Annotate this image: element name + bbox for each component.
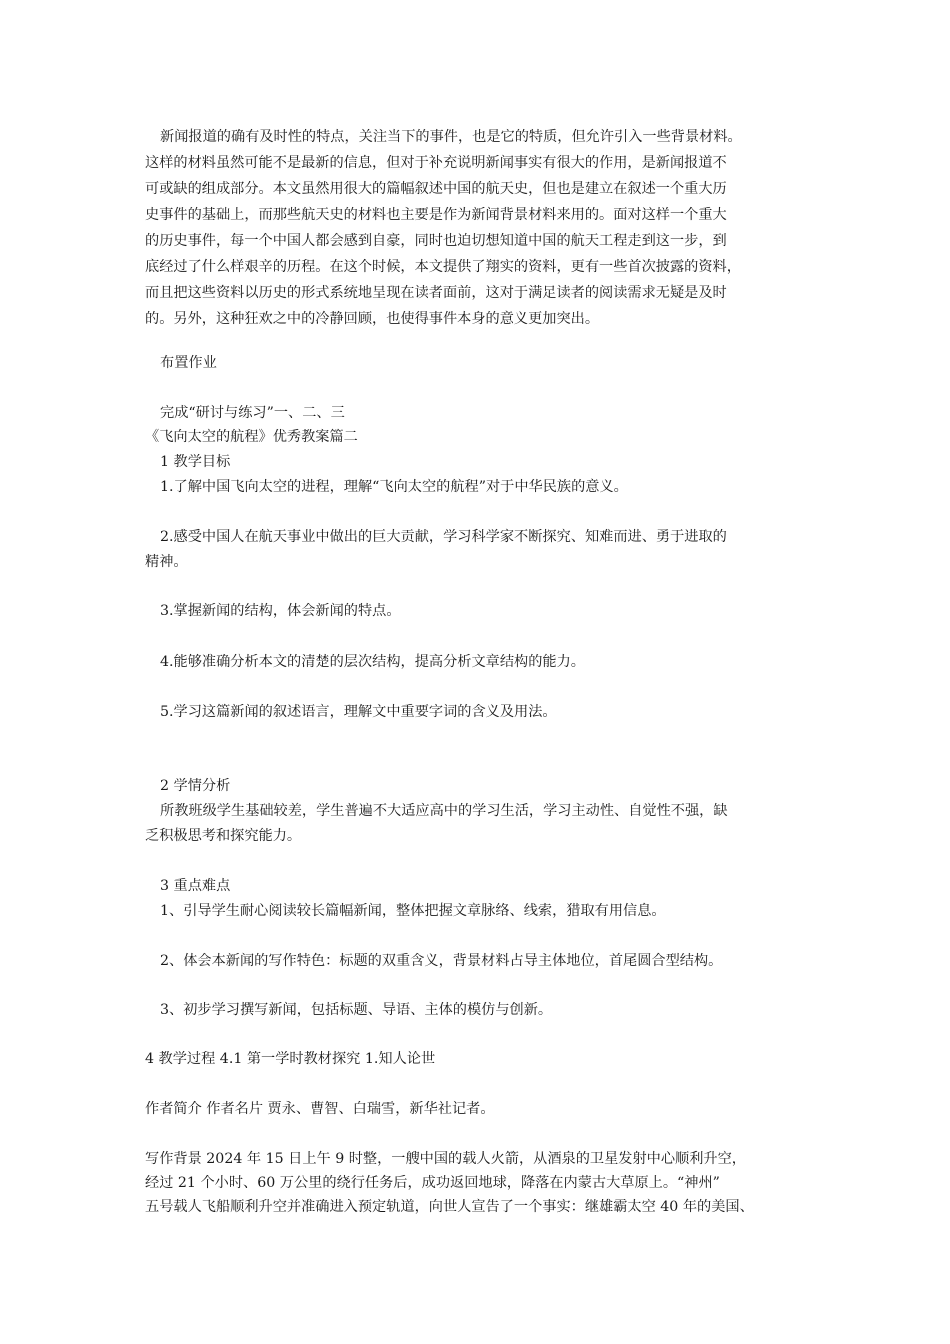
- keypoint-item: 1、引导学生耐心阅读较长篇幅新闻，整体把握文章脉络、线索，猎取有用信息。: [160, 903, 666, 919]
- keypoint-item: 3、初步学习撰写新闻，包括标题、导语、主体的模仿与创新。: [160, 1002, 553, 1018]
- paragraph-line: 这样的材料虽然可能不是最新的信息，但对于补充说明新闻事实有很大的作用，是新闻报道不: [145, 155, 727, 171]
- background-line: 经过 21 个小时、60 万公里的绕行任务后，成功返回地球，降落在内蒙古大草原上。“神州”: [145, 1175, 720, 1191]
- goal-item: 1.了解中国飞向太空的进程，理解“飞向太空的航程”对于中华民族的意义。: [160, 479, 628, 495]
- background-line: 写作背景 2024 年 15 日上午 9 时整，一艘中国的载人火箭，从酒泉的卫星发射中心顺利升空，: [145, 1151, 746, 1167]
- goal-item: 4.能够准确分析本文的清楚的层次结构，提高分析文章结构的能力。: [160, 654, 585, 670]
- paragraph-line: 的。另外，这种狂欢之中的冷静回顾，也使得事件本身的意义更加突出。: [145, 311, 600, 327]
- goals-heading: 1 教学目标: [160, 454, 231, 470]
- paragraph-line: 新闻报道的确有及时性的特点，关注当下的事件，也是它的特质，但允许引入一些背景材料。: [160, 129, 742, 145]
- process-line: 4 教学过程 4.1 第一学时教材探究 1.知人论世: [145, 1051, 436, 1067]
- homework-text: 完成“研讨与练习”一、二、三: [160, 405, 345, 421]
- goal-item: 5.学习这篇新闻的叙述语言，理解文中重要字词的含义及用法。: [160, 704, 557, 720]
- paragraph-line: 史事件的基础上，而那些航天史的材料也主要是作为新闻背景材料来用的。面对这样一个重大: [145, 207, 727, 223]
- author-line: 作者简介 作者名片 贾永、曹智、白瑞雪，新华社记者。: [145, 1101, 495, 1117]
- paragraph-line: 的历史事件，每一个中国人都会感到自豪，同时也迫切想知道中国的航天工程走到这一步，到: [145, 233, 727, 249]
- keypoints-heading: 3 重点难点: [160, 878, 231, 894]
- goal-item-continued: 精神。: [145, 554, 188, 570]
- analysis-text-continued: 乏积极思考和探究能力。: [145, 828, 302, 844]
- analysis-text: 所教班级学生基础较差，学生普遍不大适应高中的学习生活，学习主动性、自觉性不强，缺: [160, 803, 728, 819]
- keypoint-item: 2、体会本新闻的写作特色：标题的双重含义，背景材料占导主体地位，首尾圆合型结构。: [160, 953, 723, 969]
- paragraph-line: 底经过了什么样艰辛的历程。在这个时候，本文提供了翔实的资料，更有一些首次披露的资料，: [145, 259, 741, 275]
- paragraph-line: 可或缺的组成部分。本文虽然用很大的篇幅叙述中国的航天史，但也是建立在叙述一个重大历: [145, 181, 727, 197]
- goal-item: 3.掌握新闻的结构，体会新闻的特点。: [160, 603, 401, 619]
- background-line: 五号载人飞船顺利升空并准确进入预定轨道，向世人宣告了一个事实：继雄霸太空 40 年的美国、: [145, 1199, 754, 1215]
- homework-heading: 布置作业: [160, 355, 217, 371]
- goal-item: 2.感受中国人在航天事业中做出的巨大贡献，学习科学家不断探究、知难而进、勇于进取的: [160, 529, 727, 545]
- analysis-heading: 2 学情分析: [160, 778, 231, 794]
- section-title: 《飞向太空的航程》优秀教案篇二: [145, 429, 358, 445]
- paragraph-line: 而且把这些资料以历史的形式系统地呈现在读者面前，这对于满足读者的阅读需求无疑是及时: [145, 285, 727, 301]
